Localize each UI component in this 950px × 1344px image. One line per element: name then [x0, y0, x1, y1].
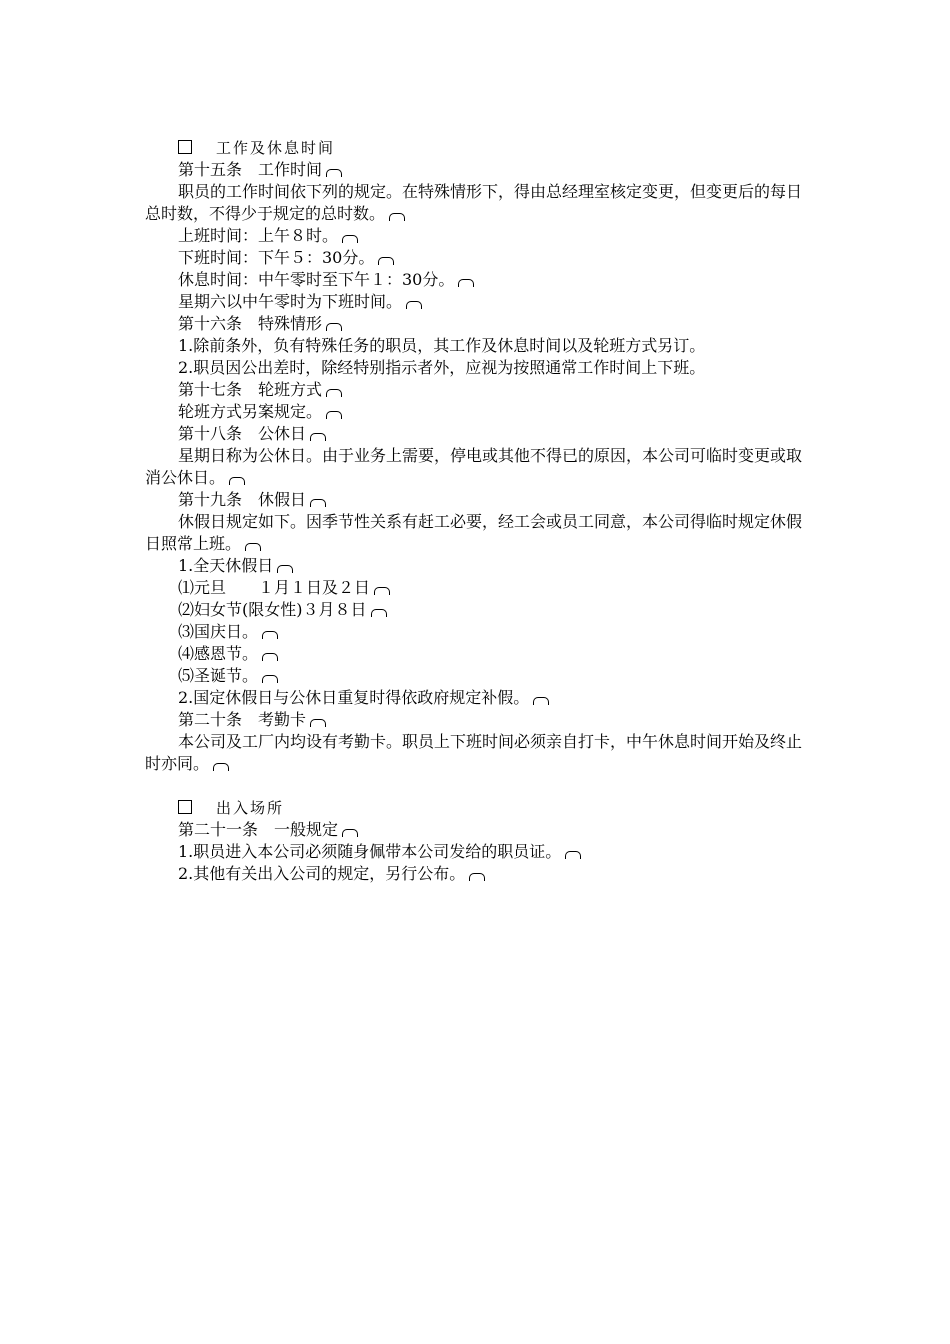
- paragraph-line: [145, 335, 815, 357]
- paragraph-mark-icon: [310, 499, 326, 507]
- paragraph-text: 2.职员因公出差时，除经特别指示者外，应视为按照通常工作时间上下班。: [178, 358, 706, 377]
- section-heading: 出入场所: [145, 797, 815, 819]
- document-page: [145, 137, 815, 885]
- section-heading: 工作及休息时间: [145, 137, 815, 159]
- paragraph-text: 本公司及工厂内均设有考勤卡。职员上下班时间必须亲自打卡，中午休息时间开始及终止时亦同。: [145, 732, 803, 773]
- paragraph-text: 1.职员进入本公司必须随身佩带本公司发给的职员证。: [178, 842, 562, 861]
- paragraph-line: [145, 401, 815, 423]
- paragraph-text: 第二十一条 一般规定: [178, 820, 339, 839]
- paragraph-line: [145, 863, 815, 885]
- section-body: [145, 819, 815, 885]
- checkbox-square-icon: [178, 800, 192, 814]
- paragraph-mark-icon: [458, 279, 474, 287]
- section-spacer: [145, 775, 815, 797]
- paragraph-mark-icon: [326, 169, 342, 177]
- paragraph-line: [145, 709, 815, 731]
- paragraph-mark-icon: [342, 235, 358, 243]
- paragraph-mark-icon: [277, 565, 293, 573]
- paragraph-text: ⑸圣诞节。: [178, 666, 259, 685]
- paragraph-text: 第十八条 公休日: [178, 424, 307, 443]
- paragraph-line: [145, 555, 815, 577]
- paragraph-line: [145, 379, 815, 401]
- section-work-hours: [145, 137, 815, 775]
- paragraph-mark-icon: [326, 389, 342, 397]
- paragraph-mark-icon: [262, 675, 278, 683]
- paragraph-line: [145, 291, 815, 313]
- paragraph-mark-icon: [326, 323, 342, 331]
- paragraph-line: [145, 511, 815, 555]
- section-body: [145, 159, 815, 775]
- paragraph-text: ⑷感恩节。: [178, 644, 259, 663]
- paragraph-mark-icon: [406, 301, 422, 309]
- paragraph-mark-icon: [374, 587, 390, 595]
- paragraph-mark-icon: [469, 873, 485, 881]
- section-entry-exit: [145, 797, 815, 885]
- paragraph-mark-icon: [310, 433, 326, 441]
- paragraph-line: [145, 643, 815, 665]
- paragraph-line: [145, 599, 815, 621]
- paragraph-text: 休假日规定如下。因季节性关系有赶工必要，经工会或员工同意，本公司得临时规定休假日照常上班。: [145, 512, 803, 553]
- paragraph-line: [145, 731, 815, 775]
- paragraph-text: 休息时间：中午零时至下午１：30分。: [178, 270, 455, 289]
- paragraph-text: 2.其他有关出入公司的规定，另行公布。: [178, 864, 466, 883]
- paragraph-line: [145, 665, 815, 687]
- paragraph-mark-icon: [262, 653, 278, 661]
- paragraph-text: 1.全天休假日: [178, 556, 274, 575]
- paragraph-text: 下班时间：下午５：30分。: [178, 248, 375, 267]
- paragraph-mark-icon: [310, 719, 326, 727]
- paragraph-text: ⑵妇女节(限女性)３月８日: [178, 600, 367, 619]
- paragraph-mark-icon: [371, 609, 387, 617]
- checkbox-square-icon: [178, 140, 192, 154]
- paragraph-text: ⑶国庆日。: [178, 622, 259, 641]
- paragraph-text: 轮班方式另案规定。: [178, 402, 323, 421]
- paragraph-line: [145, 577, 815, 599]
- paragraph-mark-icon: [342, 829, 358, 837]
- paragraph-line: [145, 357, 815, 379]
- paragraph-line: [145, 269, 815, 291]
- paragraph-text: 1.除前条外，负有特殊任务的职员，其工作及休息时间以及轮班方式另订。: [178, 336, 706, 355]
- paragraph-text: 第十五条 工作时间: [178, 160, 323, 179]
- paragraph-mark-icon: [229, 477, 245, 485]
- paragraph-line: [145, 313, 815, 335]
- paragraph-text: ⑴元旦 １月１日及２日: [178, 578, 371, 597]
- paragraph-line: [145, 159, 815, 181]
- paragraph-text: 第十六条 特殊情形: [178, 314, 323, 333]
- paragraph-text: 2.国定休假日与公休日重复时得依政府规定补假。: [178, 688, 530, 707]
- paragraph-line: [145, 247, 815, 269]
- paragraph-text: 第十九条 休假日: [178, 490, 307, 509]
- paragraph-text: 上班时间：上午８时。: [178, 226, 339, 245]
- paragraph-mark-icon: [389, 213, 405, 221]
- paragraph-line: [145, 621, 815, 643]
- paragraph-mark-icon: [378, 257, 394, 265]
- paragraph-mark-icon: [245, 543, 261, 551]
- paragraph-mark-icon: [213, 763, 229, 771]
- paragraph-mark-icon: [326, 411, 342, 419]
- paragraph-text: 职员的工作时间依下列的规定。在特殊情形下，得由总经理室核定变更，但变更后的每日总时数，不得少于规定的总时数。: [145, 182, 803, 223]
- paragraph-mark-icon: [533, 697, 549, 705]
- paragraph-line: [145, 841, 815, 863]
- paragraph-mark-icon: [262, 631, 278, 639]
- paragraph-line: [145, 819, 815, 841]
- paragraph-text: 第二十条 考勤卡: [178, 710, 307, 729]
- paragraph-text: 星期日称为公休日。由于业务上需要，停电或其他不得已的原因，本公司可临时变更或取消公休日。: [145, 446, 803, 487]
- paragraph-line: [145, 687, 815, 709]
- paragraph-line: [145, 181, 815, 225]
- paragraph-line: [145, 225, 815, 247]
- paragraph-text: 星期六以中午零时为下班时间。: [178, 292, 403, 311]
- paragraph-mark-icon: [565, 851, 581, 859]
- paragraph-line: [145, 445, 815, 489]
- paragraph-line: [145, 489, 815, 511]
- paragraph-line: [145, 423, 815, 445]
- paragraph-text: 第十七条 轮班方式: [178, 380, 323, 399]
